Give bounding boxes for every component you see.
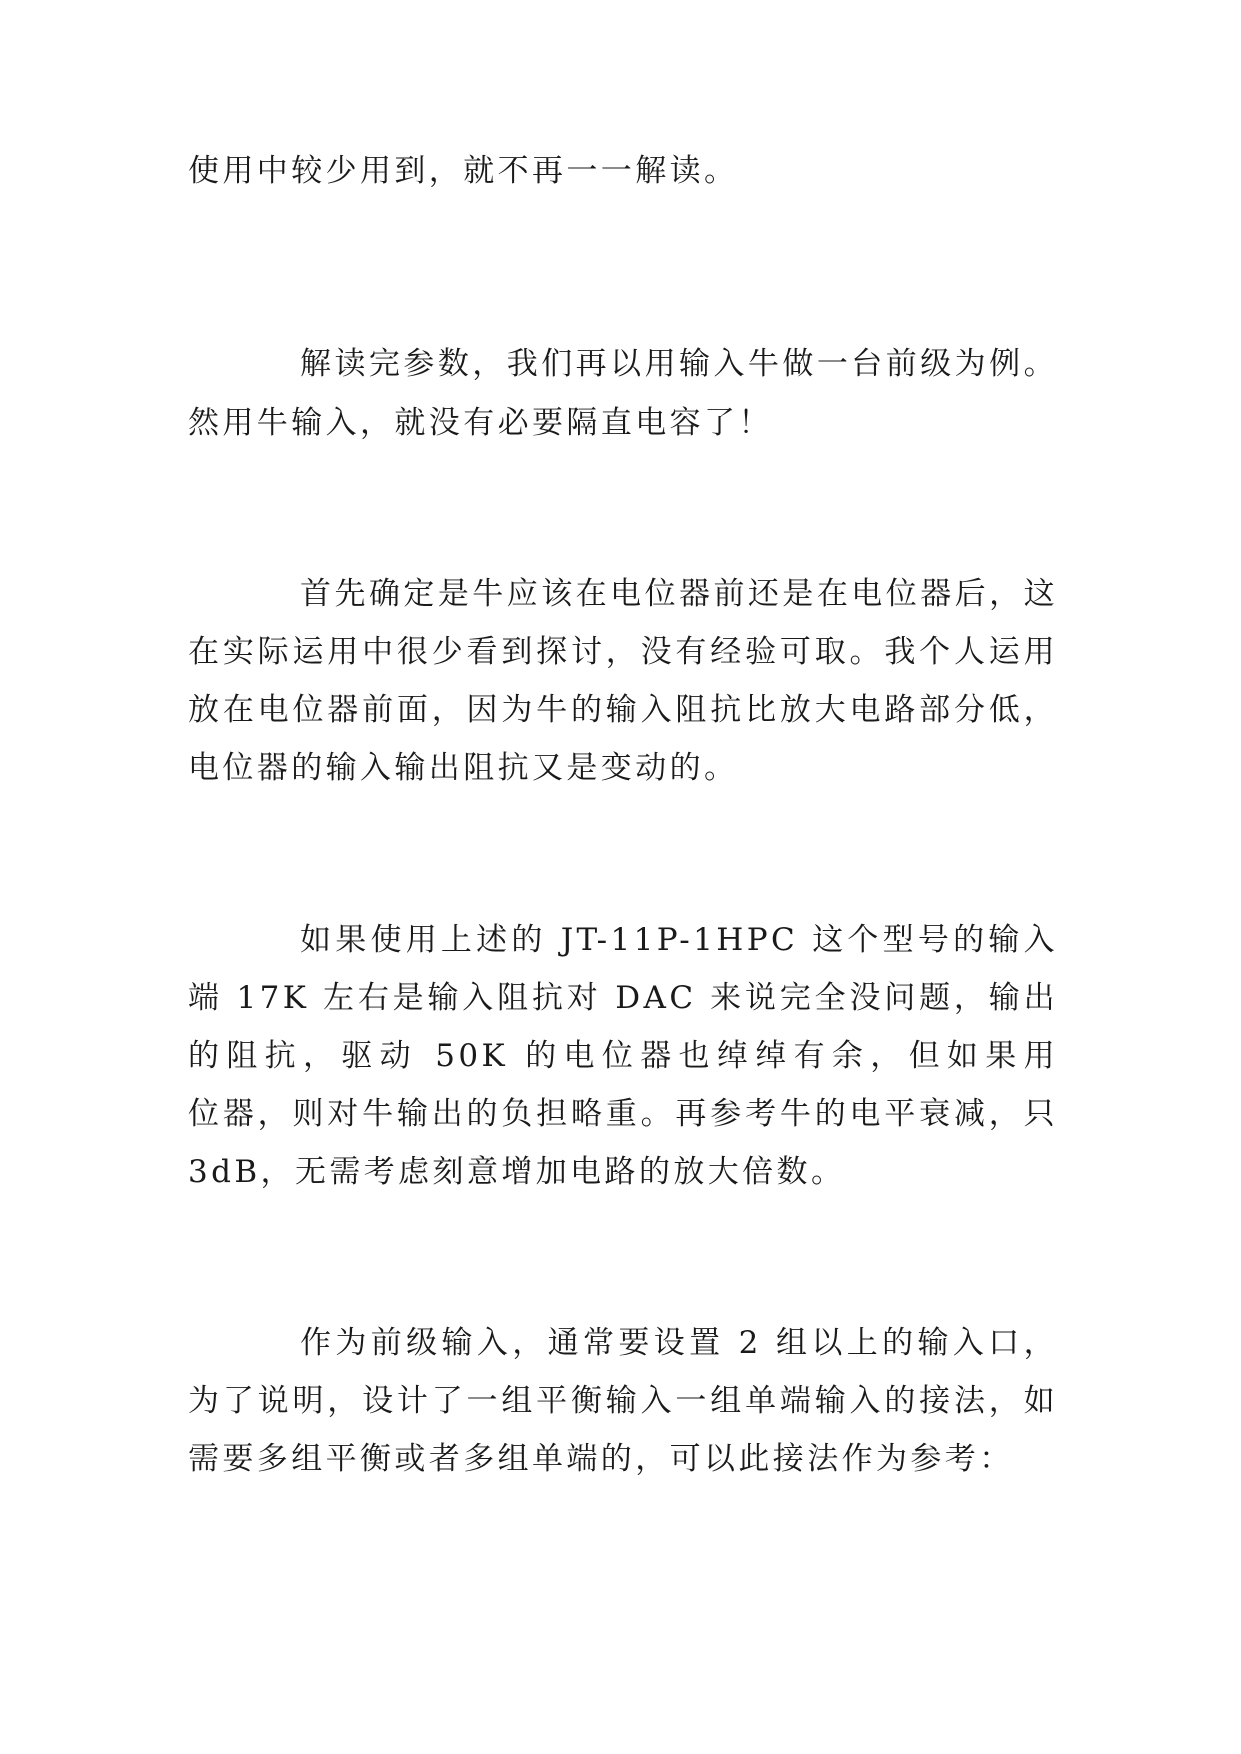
paragraph-line: 作为前级输入，通常要设置 2 组以上的输入口， — [300, 1325, 1058, 1361]
paragraph-line: 在实际运用中很少看到探讨，没有经验可取。我个人运用 — [188, 634, 1058, 670]
paragraph-line: 放在电位器前面，因为牛的输入阻抗比放大电路部分低， — [188, 692, 1058, 728]
paragraph-line: 位器，则对牛输出的负担略重。再参考牛的电平衰减，只 — [188, 1096, 1058, 1132]
paragraph-line: 然用牛输入，就没有必要隔直电容了！ — [188, 405, 773, 441]
paragraph-line: 首先确定是牛应该在电位器前还是在电位器后，这 — [300, 576, 1058, 612]
paragraph-line: 解读完参数，我们再以用输入牛做一台前级为例。 — [300, 346, 1058, 382]
paragraph-line: 电位器的输入输出阻抗又是变动的。 — [188, 750, 739, 786]
paragraph-line: 的阻抗，驱动 50K 的电位器也绰绰有余，但如果用 — [188, 1038, 1058, 1074]
paragraph-line: 使用中较少用到，就不再一一解读。 — [188, 153, 739, 189]
paragraph-line: 3dB，无需考虑刻意增加电路的放大倍数。 — [188, 1154, 846, 1190]
paragraph-line: 如果使用上述的 JT-11P-1HPC 这个型号的输入 — [300, 922, 1058, 958]
paragraph-line: 需要多组平衡或者多组单端的，可以此接法作为参考： — [188, 1441, 1014, 1477]
paragraph-line: 端 17K 左右是输入阻抗对 DAC 来说完全没问题，输出 — [188, 980, 1058, 1016]
paragraph-line: 为了说明，设计了一组平衡输入一组单端输入的接法，如 — [188, 1383, 1058, 1419]
